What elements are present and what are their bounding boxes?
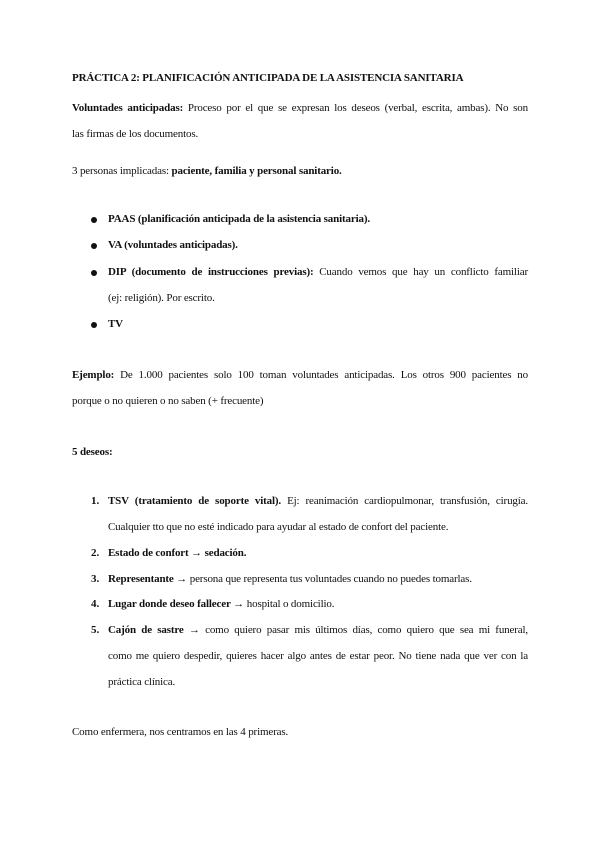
personas-line: 3 personas implicadas: paciente, familia y personal sanitario.: [72, 165, 342, 177]
deseo-item-tsv: TSV (tratamiento de soporte vital). Ej: reanimación cardiopulmonar, transfusión, cirugía.: [108, 495, 529, 507]
bullet-item-va: VA (voluntades anticipadas).: [108, 239, 238, 251]
deseos-heading: 5 deseos:: [72, 446, 113, 458]
deseo-item-confort: Estado de confort → sedación.: [108, 547, 247, 559]
voluntades-line-1: Voluntades anticipadas: Proceso por el que se expresan los deseos (verbal, escrita, ambas). No son: [72, 102, 528, 114]
bullet-marker: [91, 217, 97, 223]
bullet-item-dip-cont: (ej: religión). Por escrito.: [108, 292, 215, 304]
list-number: 3.: [91, 573, 100, 585]
voluntades-line-2: las firmas de los documentos.: [72, 128, 199, 140]
list-number: 4.: [91, 598, 100, 610]
ejemplo-line-1: Ejemplo: De 1.000 pacientes solo 100 toman voluntades anticipadas. Los otros 900 pacientes no: [72, 369, 528, 381]
bullet-marker: [91, 243, 97, 249]
deseo-item-cajon: Cajón de sastre → como quiero pasar mis últimos días, como quiero que sea mi funeral,: [108, 624, 529, 636]
bullet-marker: [91, 322, 97, 328]
bullet-item-tv: TV: [108, 318, 123, 330]
bullet-item-paas: PAAS (planificación anticipada de la asistencia sanitaria).: [108, 213, 370, 225]
deseo-item-representante: Representante → persona que representa tus voluntades cuando no puedes tomarlas.: [108, 573, 472, 585]
list-number: 5.: [91, 624, 100, 636]
page-title: PRÁCTICA 2: PLANIFICACIÓN ANTICIPADA DE LA ASISTENCIA SANITARIA: [72, 72, 464, 84]
list-number: 1.: [91, 495, 100, 507]
list-number: 2.: [91, 547, 100, 559]
bullet-item-dip: DIP (documento de instrucciones previas): Cuando vemos que hay un conflicto familiar: [108, 266, 528, 278]
deseo-item-tsv-cont: Cualquier tto que no esté indicado para ayudar al estado de confort del paciente.: [108, 521, 449, 533]
ejemplo-line-2: porque o no quieren o no saben (+ frecuente): [72, 395, 264, 407]
deseo-item-lugar: Lugar donde deseo fallecer → hospital o domicilio.: [108, 598, 335, 610]
deseo-item-cajon-cont: práctica clínica.: [108, 676, 176, 688]
bullet-marker: [91, 270, 97, 276]
deseo-item-cajon-cont: como me quiero despedir, quieres hacer algo antes de estar peor. No tiene nada que ver con la: [108, 650, 528, 662]
conclusion-text: Como enfermera, nos centramos en las 4 primeras.: [72, 726, 289, 738]
